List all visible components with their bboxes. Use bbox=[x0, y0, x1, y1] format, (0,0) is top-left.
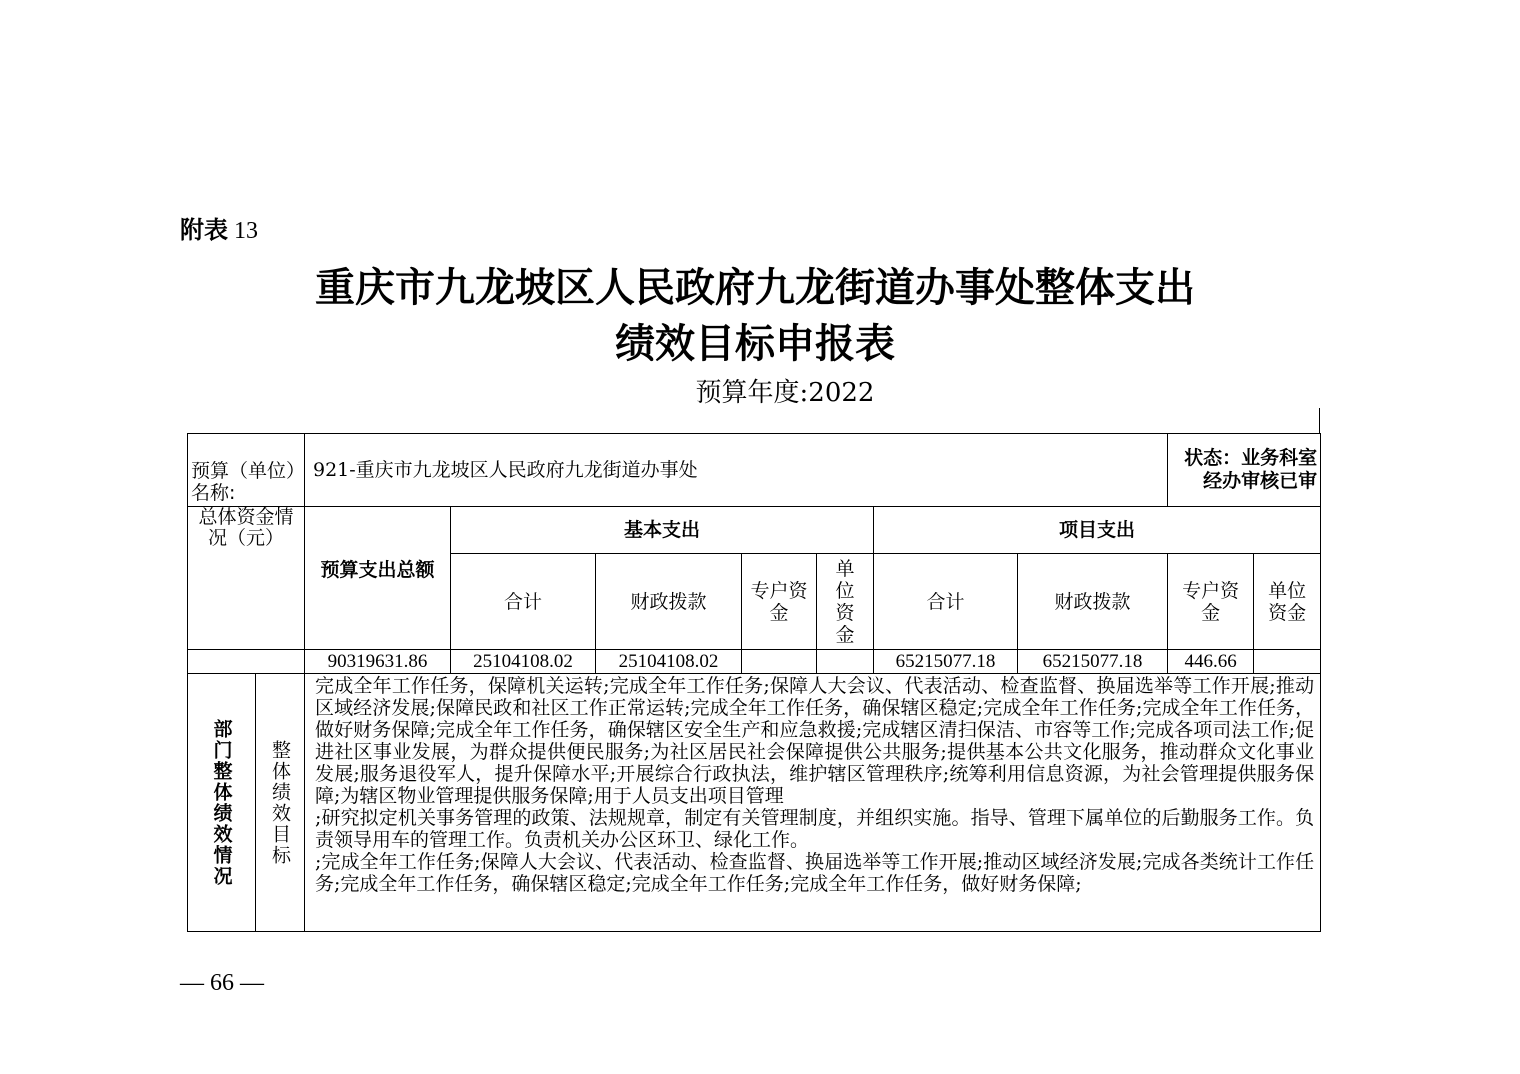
performance-row bbox=[188, 674, 1321, 932]
performance-table bbox=[187, 433, 1321, 932]
project-special-value: 446.66 bbox=[1168, 650, 1254, 674]
page-number: — 66 — bbox=[180, 970, 264, 996]
basic-special-header: 专户资金 bbox=[742, 554, 817, 650]
project-unit-value bbox=[1254, 650, 1321, 674]
project-fiscal-value: 65215077.18 bbox=[1018, 650, 1168, 674]
unit-row bbox=[188, 434, 1321, 507]
project-fiscal-header: 财政拨款 bbox=[1018, 554, 1168, 650]
status-text: 状态：业务科室经办审核已审 bbox=[1168, 434, 1321, 507]
unit-name: 921-重庆市九龙坡区人民政府九龙街道办事处 bbox=[305, 434, 1168, 507]
budget-year: 预算年度:2022 bbox=[695, 378, 875, 408]
project-total-value: 65215077.18 bbox=[874, 650, 1018, 674]
document-title-line1: 重庆市九龙坡区人民政府九龙街道办事处整体支出 bbox=[315, 265, 1195, 311]
project-unit-header: 单位资金 bbox=[1254, 554, 1321, 650]
funds-blank-cell bbox=[188, 554, 305, 650]
project-total-header: 合计 bbox=[874, 554, 1018, 650]
fund-header-row bbox=[188, 507, 1321, 554]
basic-fiscal-value: 25104108.02 bbox=[596, 650, 742, 674]
basic-unit-value bbox=[817, 650, 874, 674]
annex-number: 13 bbox=[234, 218, 258, 244]
basic-total-value: 25104108.02 bbox=[451, 650, 596, 674]
fund-values-row bbox=[188, 650, 1321, 674]
total-budget-header: 预算支出总额 bbox=[305, 507, 451, 650]
goal-label-cell bbox=[256, 674, 305, 932]
performance-section-label: 部门整体绩效情况 bbox=[210, 718, 233, 887]
basic-total-header: 合计 bbox=[451, 554, 596, 650]
goal-text-cell bbox=[305, 674, 1321, 932]
performance-section-cell bbox=[188, 674, 256, 932]
annex-label-text: 附表 bbox=[180, 216, 228, 244]
goal-paragraph-3: ;完成全年工作任务;保障人大会议、代表活动、检查监督、换届选举等工作开展;推动区域经济发展;完成各类统计工作任务;完成全年工作任务，确保辖区稳定;完成全年工作任务;完成全年工作任务，做好财务保障; bbox=[315, 851, 1315, 895]
basic-expense-header: 基本支出 bbox=[451, 507, 874, 554]
goal-paragraph-1: 完成全年工作任务，保障机关运转;完成全年工作任务;保障人大会议、代表活动、检查监督、换届选举等工作开展;推动区域经济发展;保障民政和社区工作正常运转;完成全年工作任务，确保辖区稳定;完成全年工作任务;完成全年工作任务，做好财务保障;完成全年工作任务，确保辖区安全生产和应急救援;完成辖区清扫保洁、市容等工作;完成各项司法工作;促进社区事业发展，为群众提供便民服务;为社区居民社会保障提供公共服务;提供基本公共文化服务，推动群众文化事业发展;服务退役军人，提升保障水平;开展综合行政执法，维护辖区管理秩序;统筹利用信息资源，为社会管理提供服务保障;为辖区物业管理提供服务保障;用于人员支出项目管理 bbox=[315, 675, 1315, 807]
project-special-header: 专户资金 bbox=[1168, 554, 1254, 650]
goal-label: 整体绩效目标 bbox=[269, 739, 291, 866]
document-title-line2: 绩效目标申报表 bbox=[615, 321, 895, 367]
goal-paragraph-2: ;研究拟定机关事务管理的政策、法规规章，制定有关管理制度，并组织实施。指导、管理下属单位的后勤服务工作。负责领导用车的管理工作。负责机关办公区环卫、绿化工作。 bbox=[315, 807, 1315, 851]
values-blank-cell bbox=[188, 650, 305, 674]
unit-label: 预算（单位）名称: bbox=[188, 434, 305, 507]
basic-special-value bbox=[742, 650, 817, 674]
funds-section-label: 总体资金情况（元） bbox=[188, 507, 305, 554]
project-expense-header: 项目支出 bbox=[874, 507, 1321, 554]
table-corner-line bbox=[1319, 408, 1320, 434]
basic-fiscal-header: 财政拨款 bbox=[596, 554, 742, 650]
basic-unit-header: 单位资金 bbox=[817, 554, 874, 650]
total-budget-value: 90319631.86 bbox=[305, 650, 451, 674]
annex-label bbox=[180, 210, 258, 245]
